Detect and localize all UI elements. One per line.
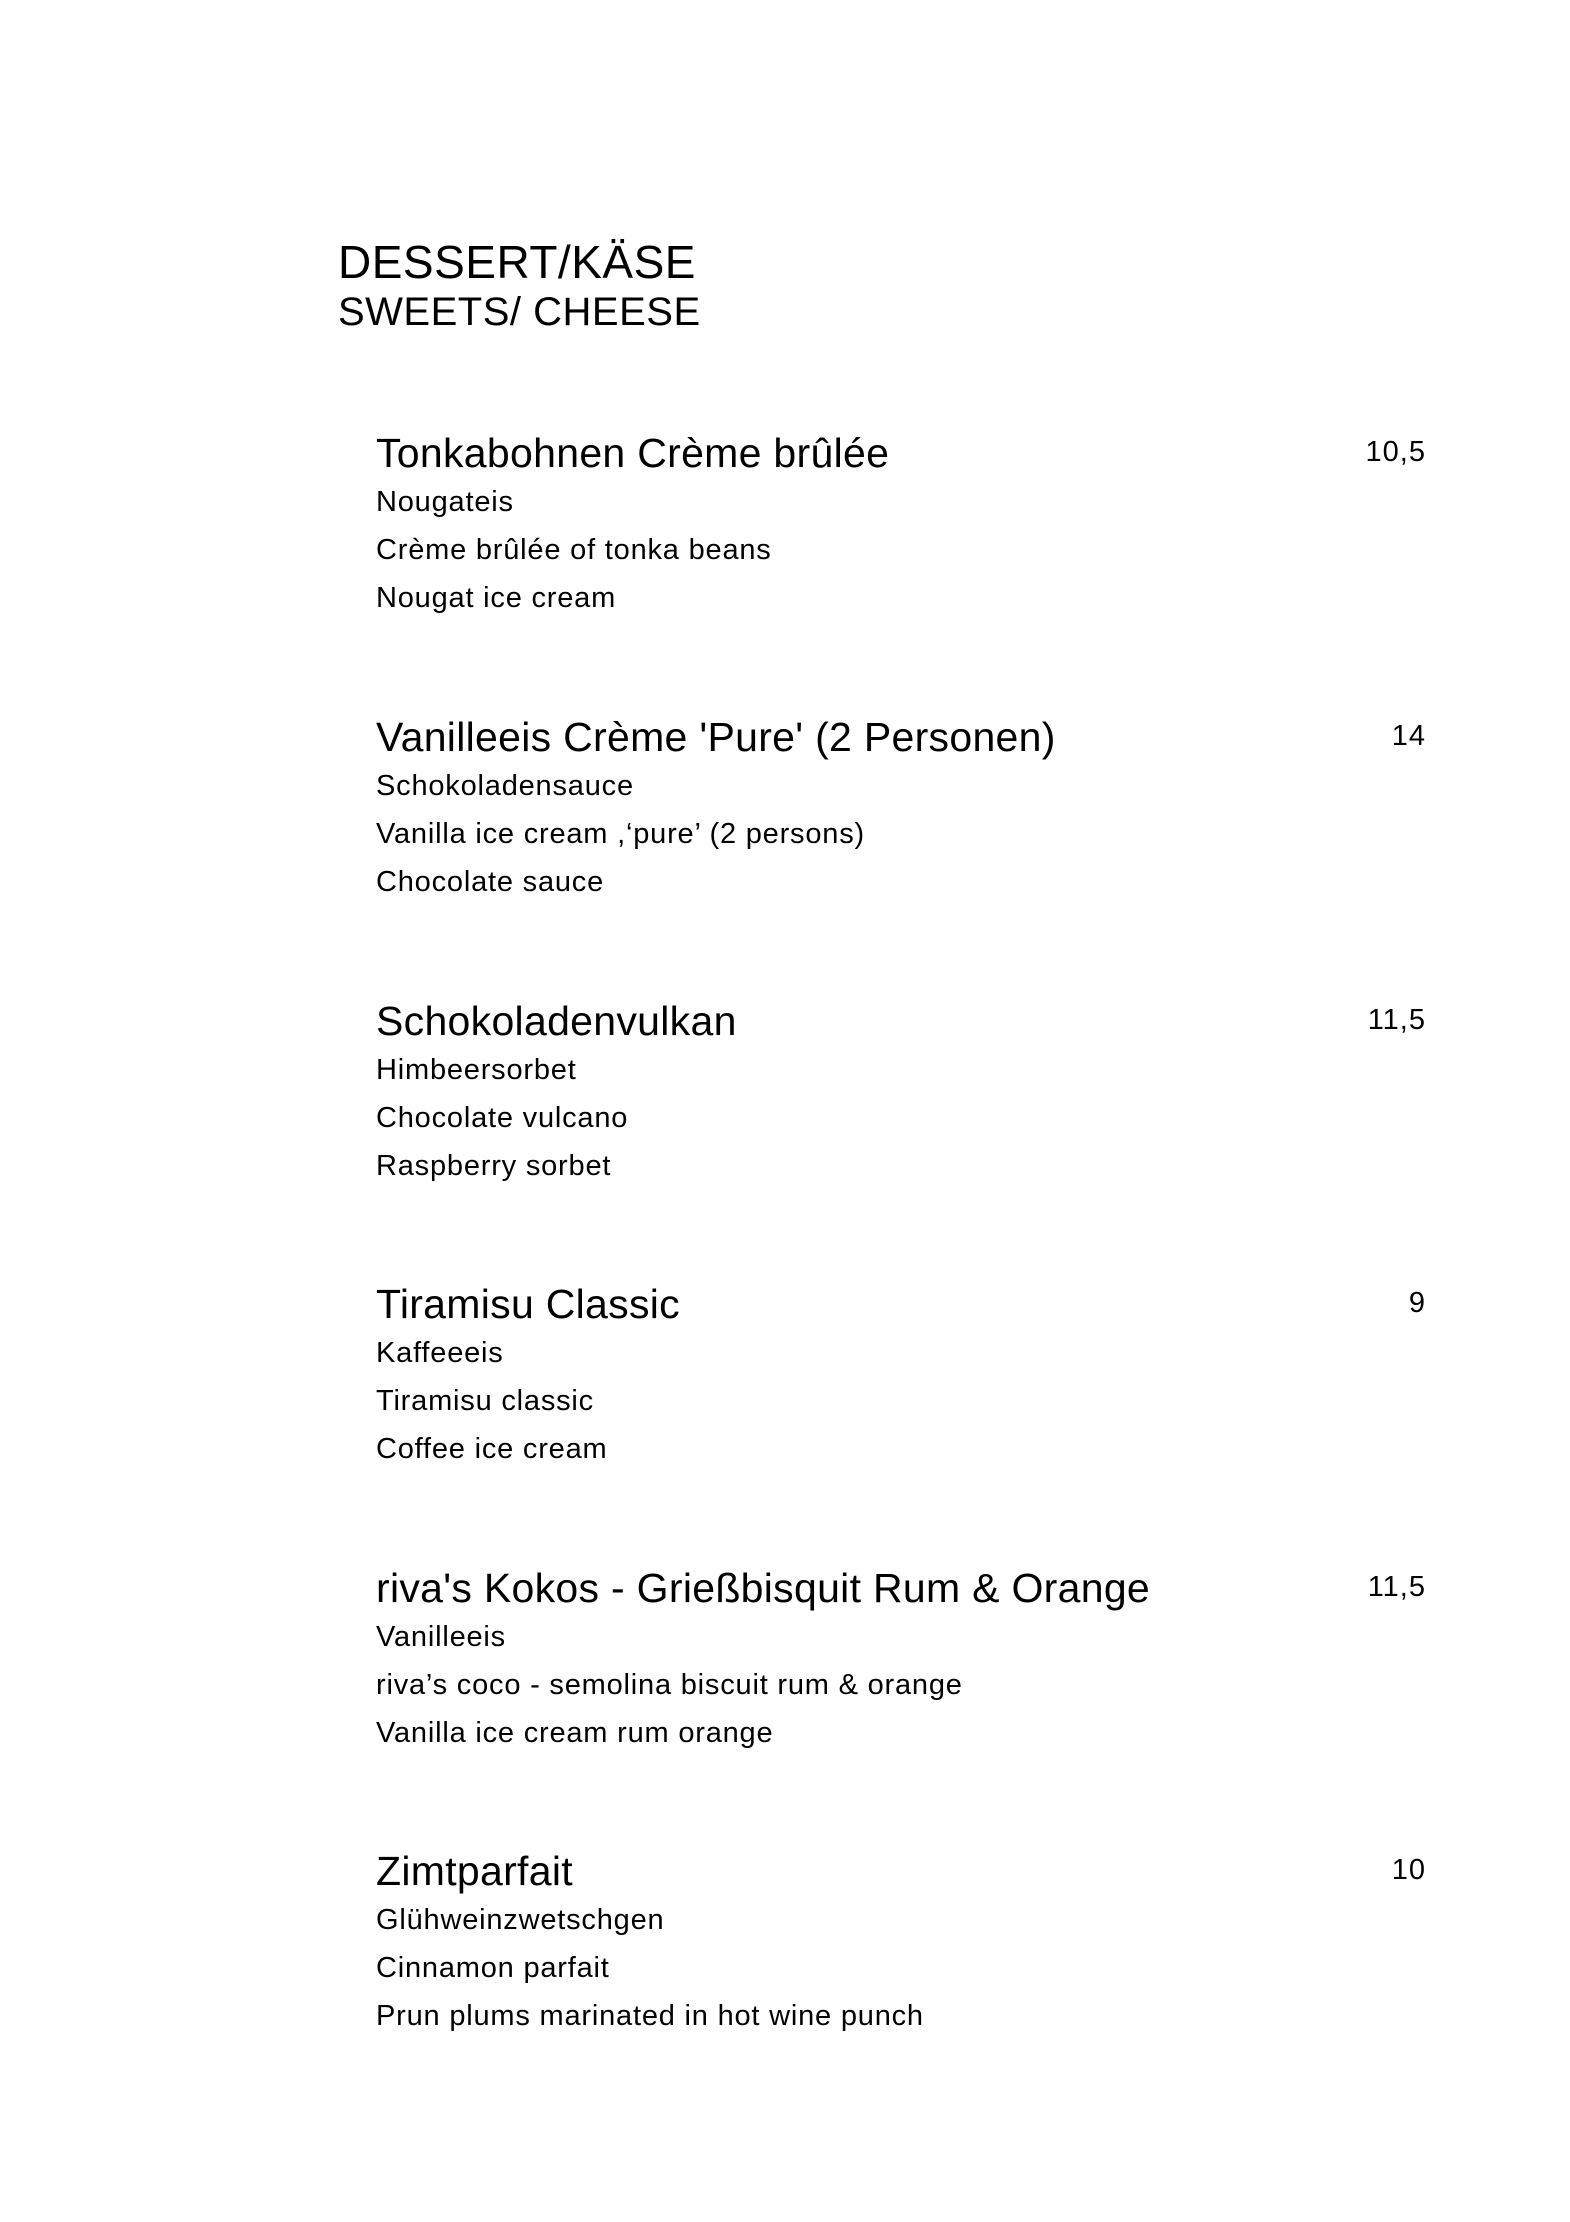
item-description-english: Tiramisu classic bbox=[376, 1385, 594, 1417]
item-description-english: Cinnamon parfait bbox=[376, 1952, 610, 1984]
item-description-english: Coffee ice cream bbox=[376, 1433, 608, 1465]
item-description-german: Nougateis bbox=[376, 486, 514, 518]
item-description-german: Vanilleeis bbox=[376, 1621, 506, 1653]
item-title: Tiramisu Classic bbox=[376, 1281, 680, 1327]
section-title-german: DESSERT/KÄSE bbox=[338, 236, 696, 288]
menu-header bbox=[338, 236, 701, 335]
item-title: Vanilleeis Crème 'Pure' (2 Personen) bbox=[376, 714, 1056, 760]
item-title: Tonkabohnen Crème brûlée bbox=[376, 430, 890, 476]
item-description-english: Vanilla ice cream ,‘pure’ (2 persons) bbox=[376, 818, 865, 850]
item-description-english: riva’s coco - semolina biscuit rum & orange bbox=[376, 1669, 963, 1701]
item-description-english: Prun plums marinated in hot wine punch bbox=[376, 2000, 924, 2032]
menu-item bbox=[376, 1279, 1426, 1473]
menu-item bbox=[376, 428, 1426, 622]
item-price: 10 bbox=[1391, 1854, 1426, 1886]
menu-item bbox=[376, 1846, 1426, 2040]
item-description-english: Chocolate sauce bbox=[376, 866, 605, 898]
item-description-english: Chocolate vulcano bbox=[376, 1102, 629, 1134]
item-title: riva's Kokos - Grießbisquit Rum & Orange bbox=[376, 1565, 1151, 1611]
item-price: 11,5 bbox=[1367, 1571, 1426, 1603]
item-price: 14 bbox=[1391, 720, 1426, 752]
menu-item bbox=[376, 712, 1426, 906]
menu-item bbox=[376, 1563, 1426, 1757]
item-price: 11,5 bbox=[1367, 1004, 1426, 1036]
item-price: 9 bbox=[1408, 1287, 1426, 1319]
section-title-english: SWEETS/ CHEESE bbox=[338, 289, 701, 334]
item-description-english: Vanilla ice cream rum orange bbox=[376, 1717, 774, 1749]
item-title: Schokoladenvulkan bbox=[376, 998, 737, 1044]
item-title: Zimtparfait bbox=[376, 1848, 573, 1894]
item-description-english: Raspberry sorbet bbox=[376, 1150, 612, 1182]
item-description-german: Glühweinzwetschgen bbox=[376, 1904, 665, 1936]
item-price: 10,5 bbox=[1365, 436, 1426, 468]
menu-item bbox=[376, 996, 1426, 1190]
item-description-german: Himbeersorbet bbox=[376, 1054, 577, 1086]
item-description-german: Kaffeeeis bbox=[376, 1337, 504, 1369]
item-description-english: Nougat ice cream bbox=[376, 582, 617, 614]
item-description-english: Crème brûlée of tonka beans bbox=[376, 534, 772, 566]
item-description-german: Schokoladensauce bbox=[376, 770, 634, 802]
